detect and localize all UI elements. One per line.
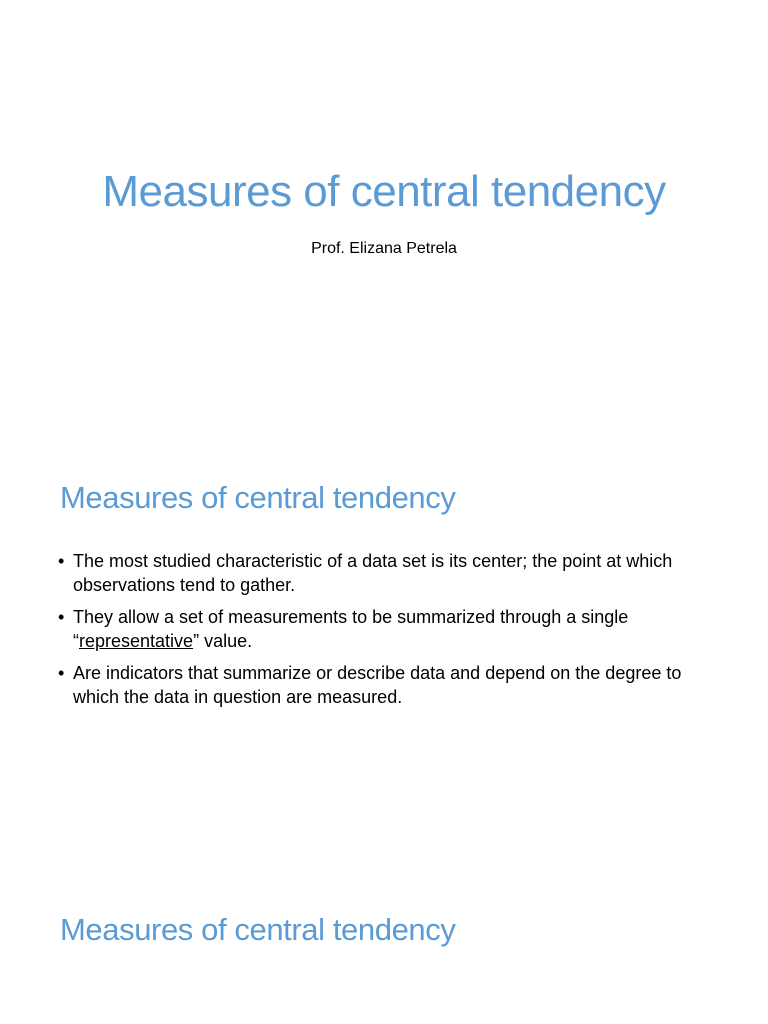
bullet-item [58, 661, 718, 709]
bullet-text: Are indicators that summarize or describe data and depend on the degree to which the data in question are measured. [73, 663, 682, 707]
bullet-marker: • [58, 551, 65, 571]
bullet-text: The most studied characteristic of a data set is its center; the point at which observations tend to gather. [73, 551, 673, 595]
slide-heading: Measures of central tendency [60, 912, 456, 947]
bullet-list [58, 549, 718, 717]
bullet-item [58, 549, 718, 597]
bullet-item [58, 605, 718, 653]
bullet-text-start: They allow a set of measurements to be summarized through a single “ [73, 607, 629, 651]
content-slide [0, 432, 768, 864]
bullet-marker: • [58, 607, 65, 627]
slide-title: Measures of central tendency [102, 167, 666, 216]
bullet-text-underlined: representative [79, 631, 194, 651]
slide-subtitle: Prof. Elizana Petrela [311, 240, 457, 257]
title-slide [0, 0, 768, 432]
bullet-text-end: ” value. [193, 631, 253, 651]
bullet-marker: • [58, 663, 65, 683]
content-slide-partial [0, 864, 768, 1024]
slide-heading: Measures of central tendency [60, 480, 456, 515]
